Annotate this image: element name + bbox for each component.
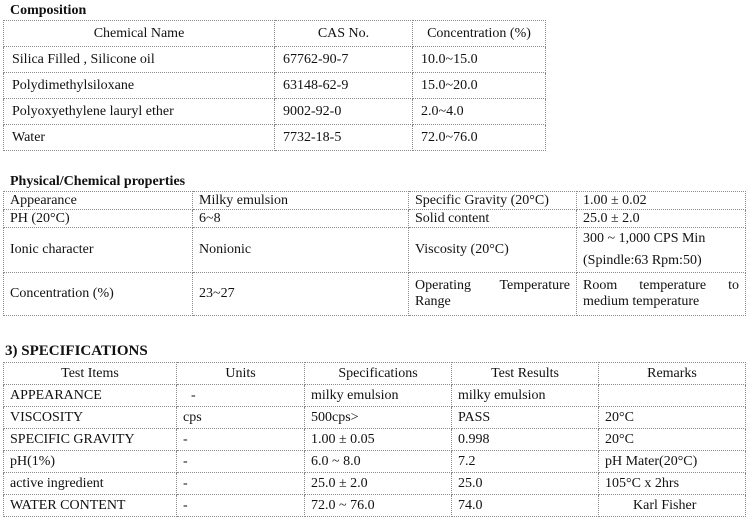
table-row <box>4 473 746 495</box>
cas-no-cell: 7732-18-5 <box>275 125 413 151</box>
concentration-value: 23~27 <box>193 273 409 316</box>
table-row <box>4 273 746 316</box>
specifications-header-row <box>4 363 746 385</box>
units-cell: - <box>177 385 305 407</box>
cas-no-cell: 67762-90-7 <box>275 47 413 73</box>
ionic-character-label: Ionic character <box>4 228 193 273</box>
specification-cell: milky emulsion <box>305 385 452 407</box>
appearance-value: Milky emulsion <box>193 192 409 210</box>
units-cell: - <box>177 495 305 517</box>
remarks-cell: Karl Fisher <box>599 495 746 517</box>
test-item-cell: VISCOSITY <box>4 407 177 429</box>
table-row <box>4 385 746 407</box>
test-item-cell: APPEARANCE <box>4 385 177 407</box>
specific-gravity-value: 1.00 ± 0.02 <box>577 192 746 210</box>
test-result-cell: 7.2 <box>452 451 599 473</box>
operating-temperature-value-line2: medium temperature <box>583 294 700 309</box>
units-cell: - <box>177 429 305 451</box>
chemical-name-cell: Water <box>4 125 275 151</box>
specific-gravity-label: Specific Gravity (20°C) <box>409 192 577 210</box>
viscosity-value-line1: 300 ~ 1,000 CPS Min <box>583 231 706 246</box>
chemical-name-cell: Polyoxyethylene lauryl ether <box>4 99 275 125</box>
header-test-results: Test Results <box>452 363 599 385</box>
operating-temperature-label-line2: Range <box>415 294 451 309</box>
composition-header-row <box>4 21 546 47</box>
test-result-cell: 74.0 <box>452 495 599 517</box>
test-result-cell: 0.998 <box>452 429 599 451</box>
table-row <box>4 125 546 151</box>
viscosity-label: Viscosity (20°C) <box>409 228 577 273</box>
table-row <box>4 451 746 473</box>
solid-content-value: 25.0 ± 2.0 <box>577 210 746 228</box>
chemical-name-cell: Polydimethylsiloxane <box>4 73 275 99</box>
operating-temperature-label <box>409 273 577 316</box>
header-remarks: Remarks <box>599 363 746 385</box>
composition-heading: Composition <box>10 3 87 18</box>
table-row <box>4 210 746 228</box>
table-row <box>4 429 746 451</box>
specification-cell: 6.0 ~ 8.0 <box>305 451 452 473</box>
physical-properties-table <box>3 191 746 316</box>
composition-header-concentration: Concentration (%) <box>413 21 546 47</box>
specifications-heading: 3) SPECIFICATIONS <box>5 343 148 359</box>
units-cell: cps <box>177 407 305 429</box>
remarks-cell: pH Mater(20°C) <box>599 451 746 473</box>
table-row <box>4 99 546 125</box>
concentration-cell: 15.0~20.0 <box>413 73 546 99</box>
specification-cell: 500cps> <box>305 407 452 429</box>
test-item-cell: SPECIFIC GRAVITY <box>4 429 177 451</box>
remarks-cell: 20°C <box>599 407 746 429</box>
table-row <box>4 73 546 99</box>
composition-header-cas-no: CAS No. <box>275 21 413 47</box>
chemical-name-cell: Silica Filled , Silicone oil <box>4 47 275 73</box>
operating-temperature-value <box>577 273 746 316</box>
units-cell: - <box>177 473 305 495</box>
concentration-cell: 10.0~15.0 <box>413 47 546 73</box>
remarks-cell: 105°C x 2hrs <box>599 473 746 495</box>
test-item-cell: WATER CONTENT <box>4 495 177 517</box>
specifications-table <box>3 362 746 517</box>
ph-value: 6~8 <box>193 210 409 228</box>
table-row <box>4 192 746 210</box>
viscosity-value-line2: (Spindle:63 Rpm:50) <box>583 253 702 268</box>
concentration-cell: 72.0~76.0 <box>413 125 546 151</box>
cas-no-cell: 63148-62-9 <box>275 73 413 99</box>
units-cell: - <box>177 451 305 473</box>
header-specifications: Specifications <box>305 363 452 385</box>
test-item-cell: active ingredient <box>4 473 177 495</box>
test-result-cell: milky emulsion <box>452 385 599 407</box>
cas-no-cell: 9002-92-0 <box>275 99 413 125</box>
table-row <box>4 47 546 73</box>
ph-label: PH (20°C) <box>4 210 193 228</box>
operating-temperature-label-line1: Operating Temperature <box>415 278 570 293</box>
viscosity-value <box>577 228 746 273</box>
test-item-cell: pH(1%) <box>4 451 177 473</box>
specification-cell: 72.0 ~ 76.0 <box>305 495 452 517</box>
table-row <box>4 407 746 429</box>
solid-content-label: Solid content <box>409 210 577 228</box>
table-row <box>4 495 746 517</box>
concentration-label: Concentration (%) <box>4 273 193 316</box>
test-result-cell: PASS <box>452 407 599 429</box>
ionic-character-value: Nonionic <box>193 228 409 273</box>
physical-properties-heading: Physical/Chemical properties <box>10 174 186 189</box>
table-row <box>4 228 746 273</box>
remarks-cell <box>599 385 746 407</box>
specification-cell: 1.00 ± 0.05 <box>305 429 452 451</box>
header-test-items: Test Items <box>4 363 177 385</box>
concentration-cell: 2.0~4.0 <box>413 99 546 125</box>
specification-cell: 25.0 ± 2.0 <box>305 473 452 495</box>
test-result-cell: 25.0 <box>452 473 599 495</box>
remarks-cell: 20°C <box>599 429 746 451</box>
header-units: Units <box>177 363 305 385</box>
composition-table <box>3 20 546 151</box>
appearance-label: Appearance <box>4 192 193 210</box>
operating-temperature-value-line1: Room temperature to <box>583 278 739 293</box>
composition-header-chemical-name: Chemical Name <box>4 21 275 47</box>
